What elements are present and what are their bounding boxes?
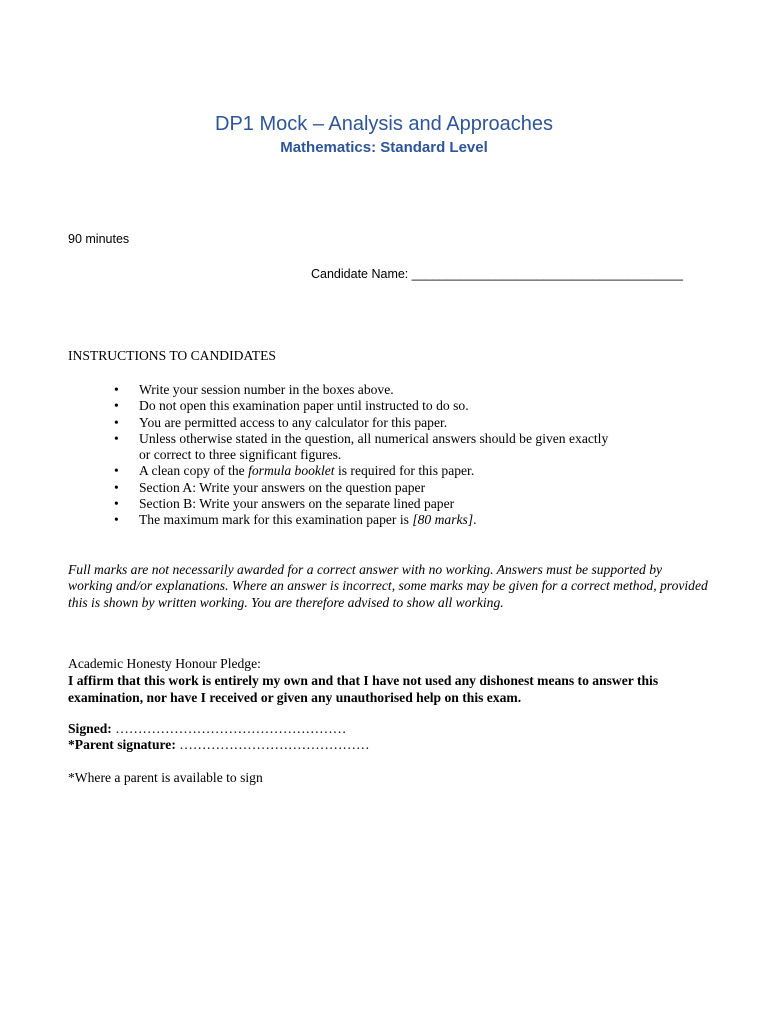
signed-label: Signed:: [68, 721, 112, 736]
max-marks-emphasis: [80 marks]: [412, 512, 474, 528]
list-item: [68, 463, 688, 479]
list-item: [68, 496, 688, 512]
list-item: [68, 431, 688, 464]
instruction-text: Unless otherwise stated in the question, all numerical answers should be given exactly: [139, 430, 609, 446]
signed-dots: ……………………………………………: [115, 721, 347, 736]
instruction-text: Section B: Write your answers on the separate lined paper: [139, 496, 455, 512]
instructions-heading: INSTRUCTIONS TO CANDIDATES: [68, 348, 276, 363]
bullet-icon: •: [114, 382, 119, 397]
candidate-name-line: _______________________________________: [411, 267, 683, 281]
bullet-icon: •: [114, 463, 119, 479]
list-item: [68, 382, 688, 398]
exam-duration: 90 minutes: [68, 232, 130, 246]
bullet-icon: •: [114, 398, 119, 414]
candidate-name-label: Candidate Name:: [311, 267, 409, 281]
paper-title: DP1 Mock – Analysis and Approaches: [215, 113, 553, 135]
bullet-icon: •: [114, 479, 119, 495]
bullet-icon: •: [114, 496, 119, 512]
instruction-text: You are permitted access to any calculator for this paper.: [139, 414, 448, 430]
instruction-text: Write your session number in the boxes above.: [139, 382, 394, 397]
signed-line: [68, 721, 346, 737]
list-item: [68, 398, 688, 414]
bullet-icon: •: [114, 512, 119, 528]
list-item: [68, 415, 688, 431]
instruction-text: The maximum mark for this examination paper is: [139, 512, 413, 528]
parent-signature-label: *Parent signature:: [68, 737, 176, 752]
instruction-text: A clean copy of the: [139, 463, 249, 479]
bullet-icon: •: [114, 414, 119, 430]
parent-signature-line: [68, 737, 370, 753]
list-item: [68, 480, 688, 496]
instruction-text: is required for this paper.: [334, 463, 475, 479]
instruction-text: Do not open this examination paper until instructed to do so.: [139, 398, 469, 414]
instructions-list: [68, 382, 688, 529]
paper-subtitle: Mathematics: Standard Level: [280, 139, 488, 156]
instruction-text-continued: or correct to three significant figures.: [139, 447, 342, 463]
footnote: *Where a parent is available to sign: [68, 770, 263, 785]
formula-booklet-emphasis: formula booklet: [248, 463, 335, 479]
pledge-text: I affirm that this work is entirely my own and that I have not used any dishonest means to answer this examination, nor have I received or given any unauthorised help on this exam.: [68, 673, 659, 705]
bullet-icon: •: [114, 430, 119, 446]
instruction-text: Section A: Write your answers on the question paper: [139, 479, 426, 495]
candidate-name-field: [311, 267, 683, 281]
list-item: [68, 512, 688, 528]
working-note: Full marks are not necessarily awarded for a correct answer with no working. Answers must be supported by working and/or explanations. Where an answer is incorrect, some marks may be given for a correct method, provided this is shown by written working. You are therefore advised to show all working.: [68, 562, 708, 610]
instruction-text: .: [473, 512, 477, 528]
pledge-heading: Academic Honesty Honour Pledge:: [68, 656, 261, 671]
parent-signature-dots: ……………………………………: [179, 737, 370, 752]
